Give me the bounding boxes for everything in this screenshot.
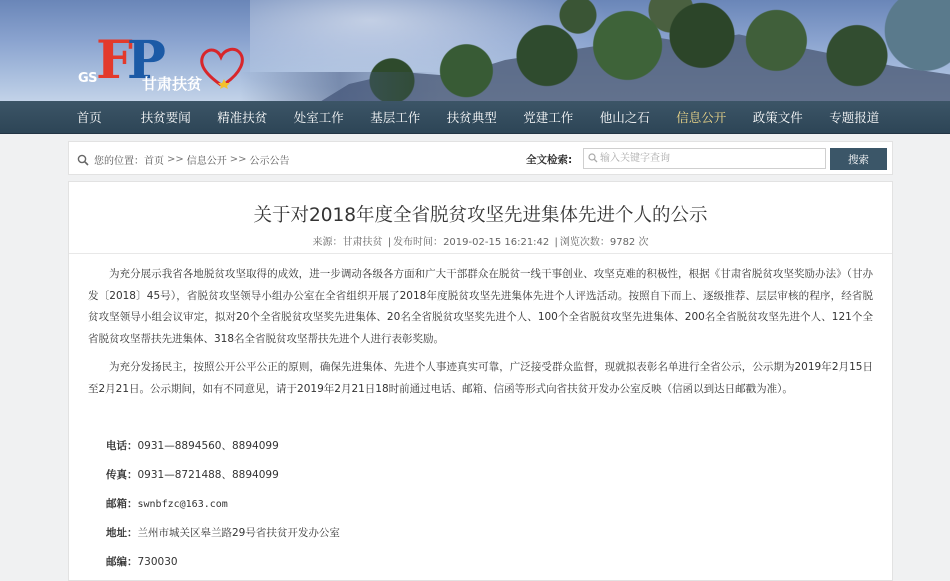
location-icon [77, 154, 89, 166]
nav-item-models[interactable]: 扶贫典型 [446, 110, 497, 125]
contact-label: 传真： [106, 469, 138, 481]
article-meta: 来源：甘肃扶贫 | 发布时间：2019-02-15 16:21:42 | 浏览次数：9782 次 [312, 237, 649, 248]
publish-time: 2019-02-15 16:21:42 [443, 237, 550, 248]
breadcrumb-prefix: 您的位置： [94, 156, 144, 167]
contact-label: 邮箱： [106, 498, 138, 510]
contact-value: 兰州市城关区皋兰路29号省扶贫开发办公室 [137, 527, 340, 539]
breadcrumb-home[interactable]: 首页 [144, 156, 164, 167]
breadcrumb-separator: >> [167, 154, 184, 165]
contact-value: 0931—8894560、8894099 [137, 440, 279, 452]
views-unit: 次 [638, 237, 649, 248]
main-nav [0, 101, 950, 134]
contact-address [106, 525, 340, 540]
contact-label: 电话： [106, 440, 138, 452]
nav-item-info-public[interactable]: 信息公开 [676, 110, 727, 125]
contact-value: 730030 [137, 556, 178, 568]
nav-item-precise[interactable]: 精准扶贫 [217, 110, 268, 125]
nav-item-special[interactable]: 专题报道 [829, 110, 880, 125]
logo-letters: FP [96, 30, 161, 91]
search-label: 全文检索: [526, 154, 573, 166]
breadcrumb-notices[interactable]: 公示公告 [249, 156, 290, 167]
contact-label: 地址： [106, 527, 138, 539]
article-title: 关于对2018年度全省脱贫攻坚先进集体先进个人的公示 [253, 205, 708, 226]
nav-item-party[interactable]: 党建工作 [523, 110, 574, 125]
contact-fax [106, 467, 279, 482]
publish-label: 发布时间： [393, 237, 444, 248]
contact-value[interactable]: swnbfzc@163.com [137, 499, 228, 510]
article-paragraph: 为充分发扬民主，按照公开公平公正的原则，确保先进集体、先进个人事迹真实可靠，广泛接受群众监督，现就拟表彰名单进行全省公示，公示期为2019年2月15日至2月21日。公示期间，如有不同意见，请于2019年2月21日18时前通过电话、邮箱、信函等形式向省扶贫开发办公室反映（信函以到达日邮戳为准）。 [88, 361, 873, 395]
site-logo[interactable] [78, 30, 248, 95]
article-card [68, 181, 893, 581]
contact-email [106, 496, 228, 511]
nav-item-others[interactable]: 他山之石 [599, 110, 650, 125]
nav-item-home[interactable]: 首页 [76, 110, 102, 125]
logo-name: 甘肃扶贫 [142, 75, 203, 93]
breadcrumb-bar [68, 141, 893, 175]
nav-item-news[interactable]: 扶贫要闻 [140, 110, 191, 125]
banner-city [240, 72, 440, 101]
breadcrumb [77, 152, 290, 167]
source-label: 来源： [312, 237, 343, 248]
contact-value: 0931—8721488、8894099 [137, 469, 279, 481]
contact-phone [106, 438, 279, 453]
nav-item-grassroots[interactable]: 基层工作 [370, 110, 421, 125]
divider [69, 253, 892, 254]
article-paragraph: 为充分展示我省各地脱贫攻坚取得的成效，进一步调动各级各方面和广大干部群众在脱贫一线干事创业、攻坚克难的积极性，根据《甘肃省脱贫攻坚奖励办法》（甘办发〔2018〕45号），省脱贫攻坚领导小组办公室在全省组织开展了2018年度脱贫攻坚先进集体先进个人评选活动。按照自下而上、逐级推荐、层层审核的程序，经省脱贫攻坚领导小组会议审定，拟对20个全省脱贫攻坚奖先进集体、20名全省脱贫攻坚奖先进个人、100个全省脱贫攻坚先进集体、200名全省脱贫攻坚先进个人、121个全省脱贫攻坚帮扶先进集体、318名全省脱贫攻坚帮扶先进个人进行表彰奖励。 [88, 268, 873, 345]
contact-label: 邮编： [106, 556, 138, 568]
breadcrumb-info-public[interactable]: 信息公开 [186, 156, 227, 167]
nav-item-departments[interactable]: 处室工作 [293, 110, 344, 125]
contact-postcode [106, 554, 178, 569]
heart-icon [196, 45, 246, 89]
search-icon [588, 153, 598, 163]
logo-abbr: GS [78, 71, 98, 86]
search-button[interactable]: 搜索 [830, 148, 887, 170]
site-banner [0, 0, 950, 101]
views-label: 浏览次数： [559, 237, 610, 248]
breadcrumb-separator: >> [229, 154, 247, 165]
search-input[interactable] [583, 148, 826, 169]
article-source: 甘肃扶贫 [342, 237, 383, 248]
view-count: 9782 [609, 237, 636, 248]
nav-item-policy[interactable]: 政策文件 [752, 110, 803, 125]
